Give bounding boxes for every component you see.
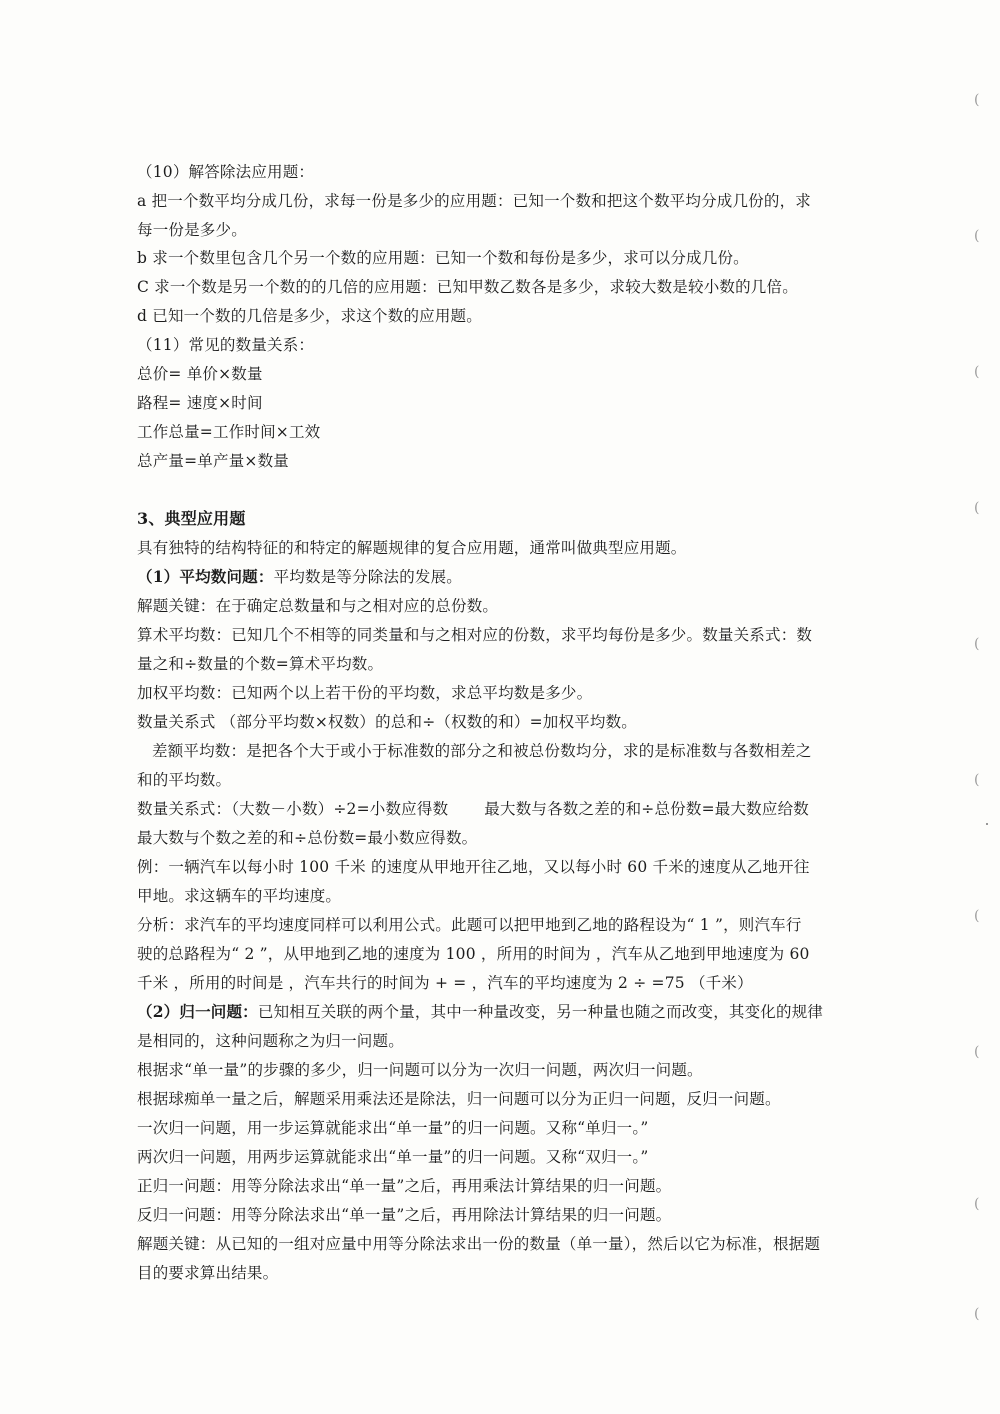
- binding-mark: (: [974, 1306, 980, 1322]
- relation-total-output: 总产量=单产量×数量: [137, 452, 289, 470]
- section-10-title: （10）解答除法应用题：: [137, 163, 315, 181]
- unit-problem-p4: 两次归一问题，用两步运算就能求出“单一量”的归一问题。又称“双归一。”: [137, 1148, 649, 1166]
- unit-problem-text-line2: 是相同的，这种问题称之为归一问题。: [137, 1032, 404, 1050]
- binding-mark: (: [974, 636, 980, 652]
- scan-speck: [986, 823, 988, 825]
- average-problem-paragraph: [137, 567, 462, 587]
- section-3-intro: 具有独特的结构特征的和特定的解题规律的复合应用题，通常叫做典型应用题。: [137, 539, 687, 557]
- section-10-item-c: C 求一个数是另一个数的的几倍的应用题：已知甲数乙数各是多少，求较大数是较小数的几倍。: [137, 278, 798, 296]
- average-key: 解题关键：在于确定总数量和与之相对应的总份数。: [137, 597, 499, 615]
- unit-problem-key-line1: 解题关键：从已知的一组对应量中用等分除法求出一份的数量（单一量），然后以它为标准，根据题: [137, 1235, 821, 1253]
- section-11-title: （11）常见的数量关系：: [137, 336, 315, 354]
- binding-mark: (: [974, 500, 980, 516]
- binding-mark: (: [974, 908, 980, 924]
- relation-work-total: 工作总量=工作时间×工效: [137, 423, 321, 441]
- binding-mark: (: [974, 92, 980, 108]
- arithmetic-mean-line2: 量之和÷数量的个数=算术平均数。: [137, 655, 384, 673]
- formula-min-receive: 最大数与个数之差的和÷总份数=最小数应得数。: [137, 829, 478, 847]
- section-10-item-d: d 已知一个数的几倍是多少，求这个数的应用题。: [137, 307, 482, 325]
- section-10-item-a-line2: 每一份是多少。: [137, 221, 247, 239]
- unit-problem-p5: 正归一问题：用等分除法求出“单一量”之后，再用乘法计算结果的归一问题。: [137, 1177, 672, 1195]
- analysis-line2: 驶的总路程为“ 2 ”，从甲地到乙地的速度为 100 ，所用的时间为 ，汽车从乙地到甲地速度为 60: [137, 945, 810, 963]
- difference-mean-line2: 和的平均数。: [137, 771, 232, 789]
- relation-total-price: 总价= 单价×数量: [137, 365, 263, 383]
- unit-problem-p6: 反归一问题：用等分除法求出“单一量”之后，再用除法计算结果的归一问题。: [137, 1206, 672, 1224]
- average-problem-text: 平均数是等分除法的发展。: [273, 568, 462, 586]
- unit-problem-key-line2: 目的要求算出结果。: [137, 1264, 279, 1282]
- binding-mark: (: [974, 364, 980, 380]
- unit-problem-paragraph: [137, 1002, 823, 1022]
- unit-problem-text: 已知相互关联的两个量，其中一种量改变，另一种量也随之而改变，其变化的规律: [257, 1003, 824, 1021]
- arithmetic-mean-line1: 算术平均数：已知几个不相等的同类量和与之相对应的份数，求平均每份是多少。数量关系式：数: [137, 626, 813, 644]
- difference-formula-line: [137, 799, 809, 819]
- binding-mark: (: [974, 1196, 980, 1212]
- section-10-item-a-line1: a 把一个数平均分成几份，求每一份是多少的应用题：已知一个数和把这个数平均分成几份的，求: [137, 192, 811, 210]
- average-problem-label: （1）平均数问题：: [137, 567, 274, 586]
- unit-problem-label: （2）归一问题：: [137, 1002, 258, 1021]
- binding-mark: (: [974, 228, 980, 244]
- example-line1: 例：一辆汽车以每小时 100 千米 的速度从甲地开往乙地，又以每小时 60 千米的速度从乙地开往: [137, 858, 810, 876]
- example-line2: 甲地。求这辆车的平均速度。: [137, 887, 342, 905]
- binding-mark: (: [974, 772, 980, 788]
- formula-small-number: 数量关系式：（大数－小数）÷2=小数应得数: [137, 800, 449, 818]
- unit-problem-p3: 一次归一问题，用一步运算就能求出“单一量”的归一问题。又称“单归一。”: [137, 1119, 649, 1137]
- difference-mean-line1: 差额平均数：是把各个大于或小于标准数的部分之和被总份数均分，求的是标准数与各数相差之: [152, 742, 812, 760]
- formula-max-give: 最大数与各数之差的和÷总份数=最大数应给数: [484, 800, 809, 818]
- section-3-heading: 3、典型应用题: [137, 509, 246, 528]
- unit-problem-p1: 根据求“单一量”的步骤的多少，归一问题可以分为一次归一问题，两次归一问题。: [137, 1061, 703, 1079]
- unit-problem-p2: 根据球痴单一量之后，解题采用乘法还是除法，归一问题可以分为正归一问题，反归一问题。: [137, 1090, 781, 1108]
- analysis-line1: 分析：求汽车的平均速度同样可以利用公式。此题可以把甲地到乙地的路程设为“ 1 ”，则汽车行: [137, 916, 802, 934]
- binding-mark: (: [974, 1044, 980, 1060]
- section-10-item-b: b 求一个数里包含几个另一个数的应用题：已知一个数和每份是多少，求可以分成几份。: [137, 249, 749, 267]
- weighted-mean: 加权平均数：已知两个以上若干份的平均数，求总平均数是多少。: [137, 684, 593, 702]
- relation-distance: 路程= 速度×时间: [137, 394, 263, 412]
- weighted-mean-formula: 数量关系式 （部分平均数×权数）的总和÷（权数的和）=加权平均数。: [137, 713, 637, 731]
- analysis-line3: 千米 ，所用的时间是 ，汽车共行的时间为 + = ，汽车的平均速度为 2 ÷ =75 （千米）: [137, 974, 753, 992]
